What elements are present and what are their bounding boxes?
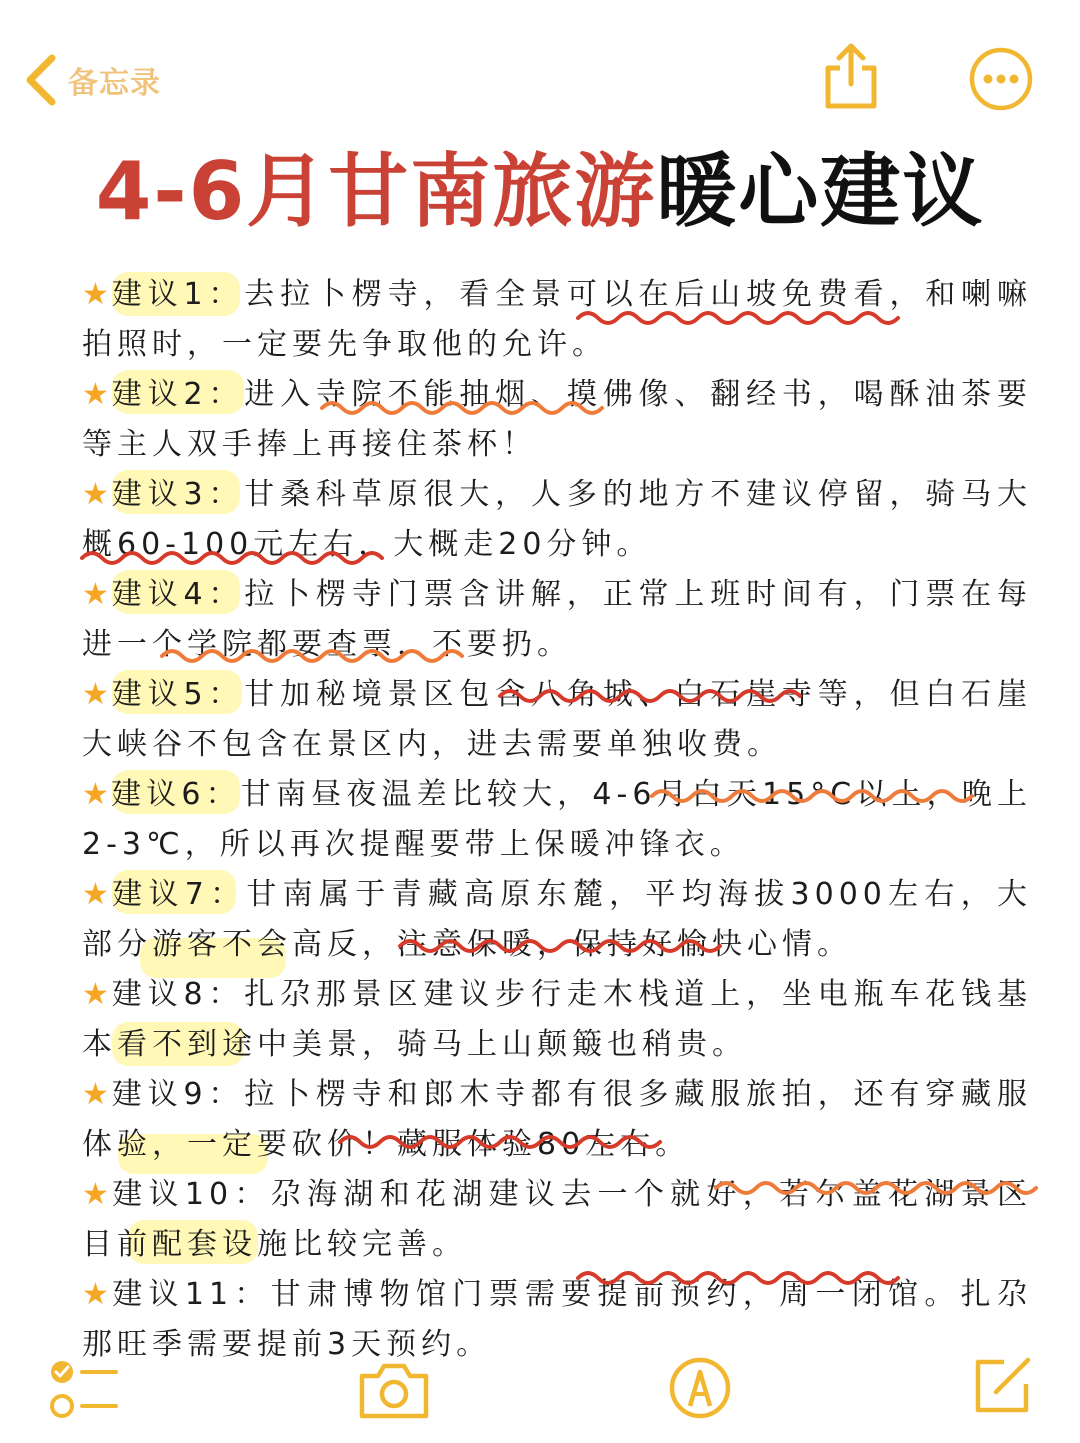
wavy-underline (578, 306, 898, 330)
tip-label: 建议5： (111, 677, 245, 712)
note-body (82, 270, 1032, 1370)
title-black-part: 暖心建议 (656, 145, 985, 238)
star-icon: ★ (82, 277, 110, 312)
star-icon: ★ (82, 677, 110, 712)
tip-item (82, 370, 1032, 470)
tip-label: 建议1： (111, 277, 245, 312)
tip-label: 建议4： (111, 577, 245, 612)
tip-label: 建议7： (112, 877, 247, 912)
markup-pen-icon[interactable] (668, 1356, 732, 1420)
wavy-underline (652, 784, 972, 808)
tip-text: 甘南昼夜温差比较大，4-6月白天15°C以上，晚上2-3℃，所以再次提醒要带上保暖冲锋衣。 (82, 777, 1032, 862)
star-icon: ★ (82, 1277, 111, 1312)
note-title (0, 142, 1080, 242)
wavy-underline (82, 546, 382, 570)
tip-text: 拉卜楞寺和郎木寺都有很多藏服旅拍，还有穿藏服体验，一定要砍价！藏服体验80左右。 (82, 1077, 1033, 1162)
top-nav-bar (0, 0, 1080, 140)
tip-text: 尕海湖和花湖建议去一个就好，若尔盖花湖景区目前配套设施比较完善。 (82, 1177, 1032, 1262)
back-button[interactable] (22, 50, 161, 110)
tip-text: 甘南属于青藏高原东麓，平均海拔3000左右，大部分游客不会高反，注意保暖，保持好愉快心情。 (82, 877, 1032, 962)
tip-text: 甘桑科草原很大，人多的地方不建议停留，骑马大概60-100元左右，大概走20分钟。 (82, 477, 1033, 562)
compose-icon[interactable] (970, 1352, 1036, 1418)
chevron-left-icon (22, 52, 62, 108)
tip-label: 建议6： (111, 777, 241, 812)
tip-text: 去拉卜楞寺，看全景可以在后山坡免费看，和喇嘛拍照时，一定要先争取他的允许。 (82, 277, 1033, 362)
tip-text: 扎尕那景区建议步行走木栈道上，坐电瓶车花钱基本看不到途中美景，骑马上山颠簸也稍贵。 (82, 977, 1033, 1062)
tip-label: 建议8： (111, 977, 245, 1012)
star-icon: ★ (82, 577, 110, 612)
tip-text: 甘肃博物馆门票需要提前预约，周一闭馆。扎尕那旺季需要提前3天预约。 (82, 1277, 1032, 1362)
share-icon[interactable] (818, 40, 884, 112)
wavy-underline (716, 1176, 1036, 1200)
tip-label: 建议2： (111, 377, 245, 412)
back-label: 备忘录 (68, 66, 161, 101)
checklist-icon[interactable] (48, 1354, 120, 1426)
star-icon: ★ (82, 1077, 110, 1112)
tip-label: 建议9： (111, 1077, 245, 1112)
tip-text: 进入寺院不能抽烟、摸佛像、翻经书，喝酥油茶要等主人双手捧上再接住茶杯！ (82, 377, 1033, 462)
more-icon[interactable] (968, 46, 1034, 112)
bottom-toolbar (0, 1348, 1080, 1443)
title-red-part: 4-6月甘南旅游 (95, 145, 657, 238)
tip-text: 拉卜楞寺门票含讲解，正常上班时间有，门票在每进一个学院都要查票，不要扔。 (82, 577, 1033, 662)
wavy-underline (162, 644, 462, 668)
star-icon: ★ (82, 477, 110, 512)
tip-item (82, 1070, 1032, 1170)
star-icon: ★ (82, 877, 111, 912)
tip-label: 建议10： (112, 1177, 271, 1212)
wavy-underline (578, 1266, 898, 1290)
star-icon: ★ (82, 977, 110, 1012)
star-icon: ★ (82, 1177, 111, 1212)
tip-label: 建议3： (111, 477, 245, 512)
wavy-underline (400, 934, 720, 958)
tip-item (82, 970, 1032, 1070)
tip-text: 甘加秘境景区包含八角城、白石崖寺等，但白石崖大峡谷不包含在景区内，进去需要单独收费。 (82, 677, 1033, 762)
star-icon: ★ (82, 777, 110, 812)
star-icon: ★ (82, 377, 110, 412)
wavy-underline (500, 684, 800, 708)
wavy-underline (340, 1130, 660, 1154)
camera-icon[interactable] (356, 1360, 432, 1422)
wavy-underline (322, 396, 612, 420)
tip-label: 建议11： (112, 1277, 271, 1312)
